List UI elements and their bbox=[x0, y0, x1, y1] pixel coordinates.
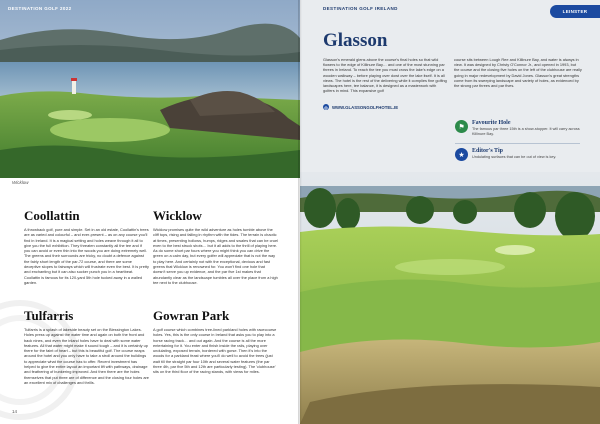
wicklow-course-photo bbox=[0, 0, 300, 178]
course-section-wicklow bbox=[153, 208, 278, 285]
divider bbox=[455, 143, 580, 144]
editors-tip-box bbox=[455, 148, 585, 161]
intro-text-col1: Glasson's emerald glens above the course's final holes so that wild flowers to the edge of Killinure Bay… and one of the most stunning par threes in Ireland. To reach the tee you must cross the lake's edge on a wooden walkway – before playing over dowt over the lake itself. It is all views. The hotel is the rest of the delivering while it complies fine golfing landscapes here, tee balance, it is designed as a masterwork with golfers in mind. This expansive golf bbox=[323, 57, 447, 94]
course-body: A golf course which combines tree-lined parkland holes with racecourse holes. Yes, this is the only course in Ireland that asks you to play into a horse racing track… and out again. And the course is all the more entertaining for it. You enter and finish inside the rails, playing over undulating, exposed terrain, bordered with gorse. Then it's into the woods for a parkland feast where you'll do well to avoid the trees (just wait till the straight par four 10th and several water features (the par three 4th, par five 5th and 12th are particularly testing). The 'clubhouse' sits on the third floor of the racing stands, with views for miles. bbox=[153, 327, 277, 375]
page-number: 14 bbox=[12, 409, 18, 414]
course-body: Wicklow promises quite the wild adventure as holes tumble above the cliff tops, rising and falling in rhythm with the tides. The terrain is chaotic at times, presenting hollows, humps, ridges and swales that can be cruel even to the best struck shots… but it all adds to the thrill of playing here. As do some short par fours where you might think you can drive the green on a calm day, but every golfer will appreciate that is not the way to play here. And certainly not with the exceptional, devious and fast greens that Wicklow is renowned for. You won't find one hole that doesn't serve you up evidence, and the par five 1st makes that abundantly clear as the landscape tumbles all over the place from a high tee next to the clubhouse. bbox=[153, 227, 278, 285]
globe-icon: ◎ bbox=[324, 104, 328, 110]
course-section-tulfarris bbox=[24, 308, 149, 385]
page-gutter bbox=[298, 0, 302, 424]
section-header: DESTINATION GOLF IRELAND bbox=[323, 6, 398, 11]
region-tab[interactable]: LEINSTER bbox=[550, 5, 600, 18]
tip-text: Undulating surfaces that can be out of view is key. bbox=[472, 155, 557, 159]
section-header: DESTINATION GOLF 2022 bbox=[8, 6, 72, 11]
website-link[interactable] bbox=[323, 104, 398, 110]
tip-title: Editor's Tip bbox=[472, 148, 503, 154]
intro-text-col2: course sits between Lough Ree and Killinure Bay, and water is always in view. It was designed by Christy O'Connor Jr., and opened in 1993, but the course and the closing five holes on the left of the clubhouse are really going in major redevelopment by David Jones. Glasson's great strengths come from its sweeping landscape and variety of holes, as evidenced by the strong par threes and par fives. bbox=[454, 57, 582, 89]
photo-caption: Wicklow bbox=[12, 180, 29, 185]
favourite-title: Favourite Hole bbox=[472, 120, 511, 126]
star-icon: ★ bbox=[455, 148, 468, 161]
course-body: Tulfarris is a splash of lakeside beauty set on the Blessington Lakes. Holes press up against the water time and again on both the front and back nines, and even the inland holes have to deal with some water features. All that water might make it sound tough – and it is certainly up there for the faint of heart – but this is beautiful golf. The course wraps around the hotel and you only have to take a stroll around the buildings to appreciate what the course has to offer. Recent investment has helped to give the entire layout an important lift with pathways, drainage and feathering of bunkering improved. And then there are the holes themselves that put three are of difference and the closing four holes are an excellent mix of challenges and thrills. bbox=[24, 327, 149, 385]
course-section-coollattin bbox=[24, 208, 149, 285]
favourite-text: The famous par three 15th is a show-stopper. It will carry across Killinure Bay. bbox=[472, 127, 580, 136]
flag-icon: ⚑ bbox=[455, 120, 468, 133]
favourite-hole-box bbox=[455, 120, 585, 137]
glasson-course-photo bbox=[300, 172, 600, 424]
course-title: Coollattin bbox=[24, 208, 80, 223]
course-body: A throwback golf, pure and simple. Set in an old estate, Coollattin's trees are as varied and colourful – and ever-present – as on any course you'll find in Ireland. It is a magical setting and holes weave through it all to give you the full exhibition. They threaten constantly all the tee and if you can avoid or even thin into the woods you are doing extremely well. The greens and their surrounds are tricky, no doubt a defence against the fairly short length of the par-72 course, and there are some deceptive slopes to fairways which will frustrate even the best. It is pretty and enchanting but it can also sucker punch you in a heartbeat. Coollattin is famous for its 120-yard 5th hole tucked away in a walled garden. bbox=[24, 227, 149, 285]
course-title: Wicklow bbox=[153, 208, 202, 223]
page-title: Glasson bbox=[323, 30, 388, 51]
course-title: Gowran Park bbox=[153, 308, 230, 323]
website-url[interactable]: WWW.GLASSONGOLFHOTEL.IE bbox=[332, 104, 399, 110]
course-section-gowran-park bbox=[153, 308, 278, 375]
course-title: Tulfarris bbox=[24, 308, 74, 323]
right-page bbox=[300, 0, 600, 424]
